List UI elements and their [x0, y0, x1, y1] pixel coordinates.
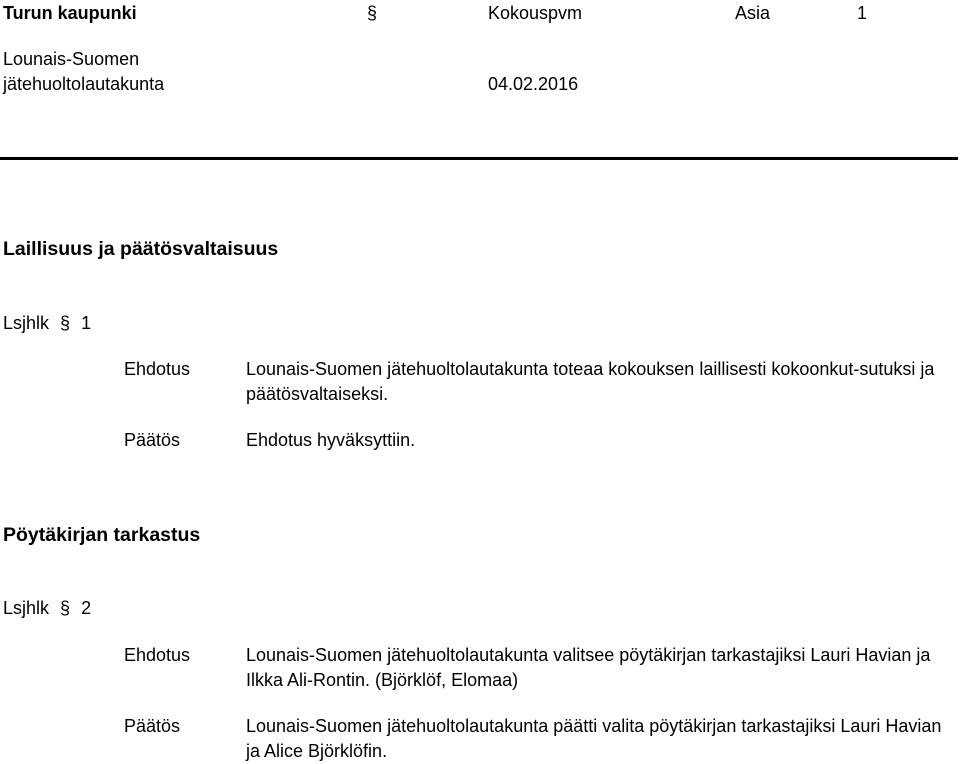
section-symbol: § [60, 313, 71, 333]
page-number: 1 [857, 3, 868, 23]
section-title: Laillisuus ja päätösvaltaisuus [3, 238, 279, 260]
header-divider [0, 157, 958, 160]
ref-number: 2 [81, 598, 92, 618]
section-title: Pöytäkirjan tarkastus [3, 524, 201, 546]
meeting-date-label: Kokouspvm [488, 3, 583, 23]
board-name-line2: jätehuoltolautakunta [3, 74, 165, 94]
section-reference [3, 596, 91, 620]
proposal-text: Lounais-Suomen jätehuoltolautakunta toteaa kokouksen laillisesti kokoonkut-sutuksi ja päätösvaltaiseksi. [246, 359, 935, 404]
section-symbol: § [367, 3, 378, 23]
item-label: Asia [735, 3, 771, 23]
meeting-date: 04.02.2016 [488, 74, 579, 94]
decision-label: Päätös [124, 430, 181, 450]
ref-prefix: Lsjhlk [3, 598, 50, 618]
section-reference [3, 311, 91, 335]
ref-prefix: Lsjhlk [3, 313, 50, 333]
board-name-line1: Lounais-Suomen [3, 49, 140, 69]
section-symbol: § [60, 598, 71, 618]
decision-label: Päätös [124, 716, 181, 736]
decision-text: Ehdotus hyväksyttiin. [246, 430, 416, 450]
organization-name: Turun kaupunki [3, 3, 137, 23]
proposal-label: Ehdotus [124, 645, 191, 665]
proposal-text: Lounais-Suomen jätehuoltolautakunta valitsee pöytäkirjan tarkastajiksi Lauri Havian ja Ilkka Ali-Rontin. (Björklöf, Elomaa) [246, 645, 931, 690]
proposal-label: Ehdotus [124, 359, 191, 379]
decision-text: Lounais-Suomen jätehuoltolautakunta päätti valita pöytäkirjan tarkastajiksi Lauri Havian ja Alice Björklöfin. [246, 716, 942, 761]
ref-number: 1 [81, 313, 92, 333]
